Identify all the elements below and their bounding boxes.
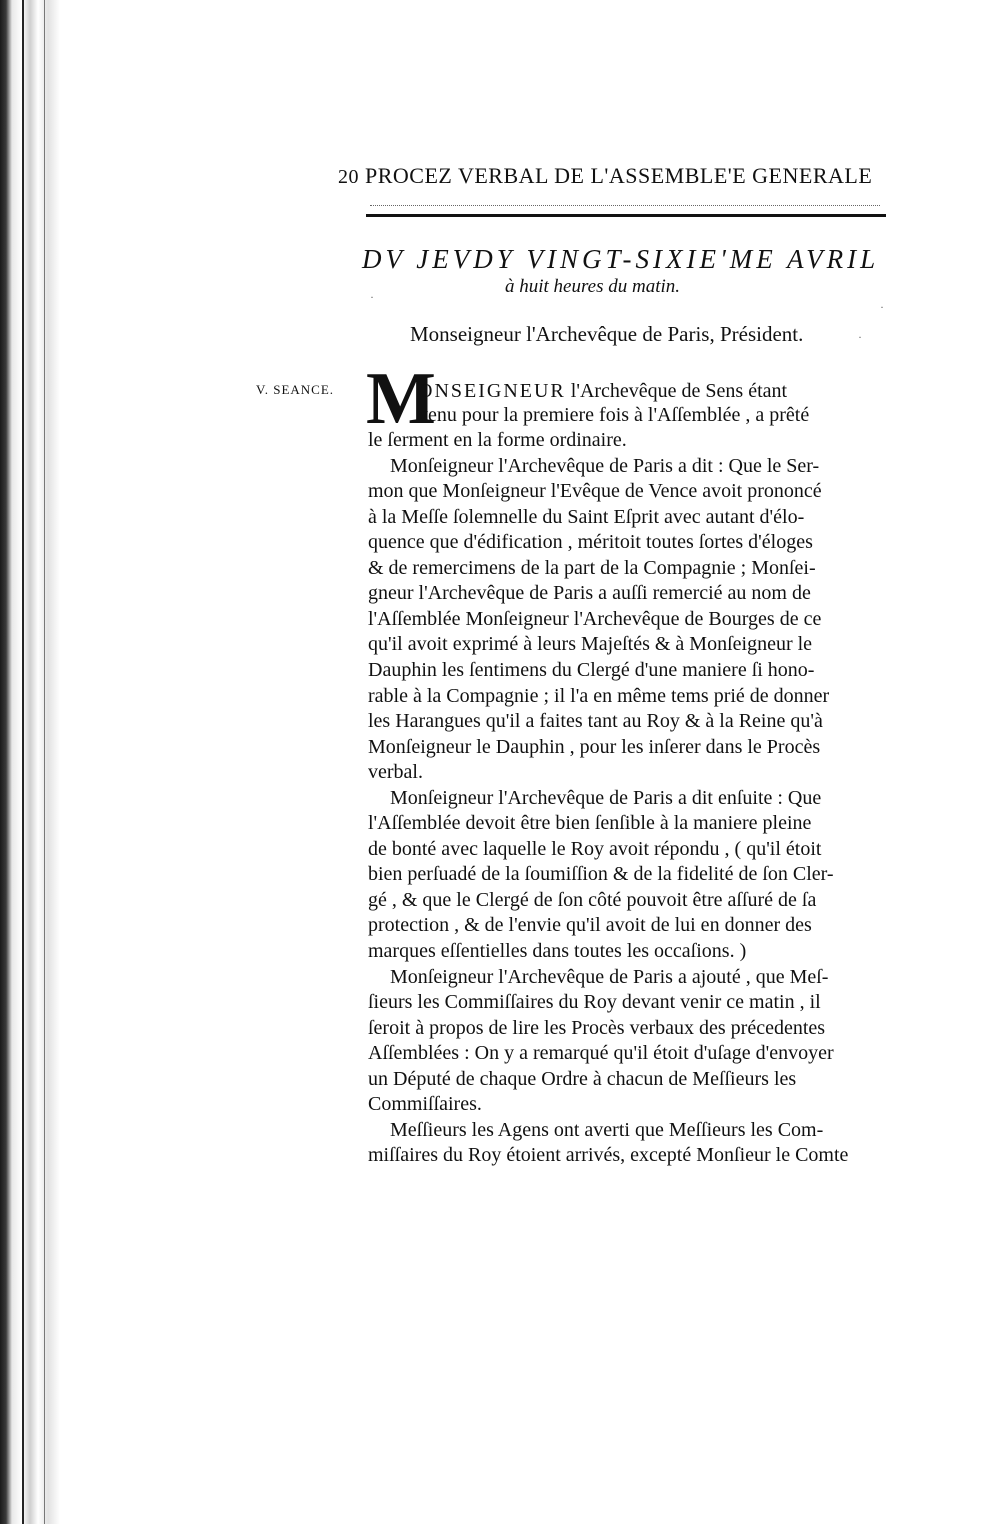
text-line: à la Meſſe ſolemnelle du Saint Eſprit avec autant d'élo- <box>368 506 805 528</box>
text-line: Dauphin les ſentimens du Clergé d'une maniere ſi hono- <box>368 659 815 681</box>
text-line: gneur l'Archevêque de Paris a auſſi remercié au nom de <box>368 582 811 604</box>
text-line: bien perſuadé de la ſoumiſſion & de la fidelité de ſon Cler- <box>368 863 834 885</box>
header-rule <box>366 214 886 217</box>
text-line: gé , & que le Clergé de ſon côté pouvoit être aſſuré de ſa <box>368 889 817 911</box>
text-line: ſieurs les Commiſſaires du Roy devant venir ce matin , il <box>368 991 821 1013</box>
binding-line <box>22 0 24 1524</box>
text-line: l'Aſſemblée devoit être bien ſenſible à la maniere pleine <box>368 812 812 834</box>
paragraph-first-line <box>418 378 888 404</box>
text-line: verbal. <box>368 761 423 783</box>
running-title: PROCEZ VERBAL DE L'ASSEMBLE'E GENERALE <box>365 163 873 188</box>
text-line: les Harangues qu'il a faites tant au Roy & à la Reine qu'à <box>368 710 823 732</box>
text-line: protection , & de l'envie qu'il avoit de lui en donner des <box>368 914 812 936</box>
session-date-heading: DV JEVDY VINGT-SIXIE'ME AVRIL <box>362 244 880 274</box>
text-line: Monſeigneur l'Archevêque de Paris a dit enſuite : Que <box>390 787 822 809</box>
text-line: marques eſſentielles dans toutes les occaſions. ) <box>368 940 747 962</box>
paper-speck: · <box>880 300 884 314</box>
text-line: qu'il avoit exprimé à leurs Majeſtés & à Monſeigneur le <box>368 633 813 655</box>
president-line: Monseigneur l'Archevêque de Paris, Président. <box>410 322 804 346</box>
text-line: Monſeigneur l'Archevêque de Paris a ajouté , que Meſ- <box>390 966 829 988</box>
text-line: de bonté avec laquelle le Roy avoit répondu , ( qu'il étoit <box>368 838 822 860</box>
binding-line <box>44 0 45 1524</box>
page-number: 20 <box>338 166 359 188</box>
first-line-rest: l'Archevêque de Sens étant <box>570 380 788 402</box>
small-caps-word: ONSEIGNEUR <box>418 380 566 402</box>
text-line: Meſſieurs les Agens ont averti que Meſſieurs les Com- <box>390 1119 824 1141</box>
text-line: rable à la Compagnie ; il l'a en même tems prié de donner <box>368 685 830 707</box>
text-line: & de remercimens de la part de la Compagnie ; Monſei- <box>368 557 816 579</box>
text-line: Aſſemblées : On y a remarqué qu'il étoit d'uſage d'envoyer <box>368 1042 834 1064</box>
running-head <box>338 163 873 189</box>
session-time: à huit heures du matin. <box>505 276 681 297</box>
paper-speck: · <box>858 330 862 344</box>
text-line: l'Aſſemblée Monſeigneur l'Archevêque de Bourges de ce <box>368 608 822 630</box>
text-line: Monſeigneur le Dauphin , pour les inſerer dans le Procès <box>368 736 821 758</box>
text-line: Monſeigneur l'Archevêque de Paris a dit : Que le Ser- <box>390 455 820 477</box>
drop-cap: M <box>366 358 436 440</box>
text-line: mon que Monſeigneur l'Evêque de Vence avoit prononcé <box>368 480 822 502</box>
text-line: quence que d'édification , méritoit toutes ſortes d'éloges <box>368 531 813 553</box>
ornamental-rule <box>370 205 880 206</box>
text-line: ſeroit à propos de lire les Procès verbaux des précedentes <box>368 1017 826 1039</box>
text-line: Commiſſaires. <box>368 1093 482 1115</box>
margin-note: V. SEANCE. <box>256 382 335 397</box>
text-line: un Député de chaque Ordre à chacun de Meſſieurs les <box>368 1068 797 1090</box>
text-line: le ſerment en la forme ordinaire. <box>368 429 627 451</box>
text-line: miſſaires du Roy étoient arrivés, excepté Monſieur le Comte <box>368 1144 849 1166</box>
paper-speck: · <box>370 290 374 304</box>
page-binding-shadow <box>0 0 70 1524</box>
paragraph-second-line: venu pour la premiere fois à l'Aſſemblée , a prêté <box>418 404 810 426</box>
